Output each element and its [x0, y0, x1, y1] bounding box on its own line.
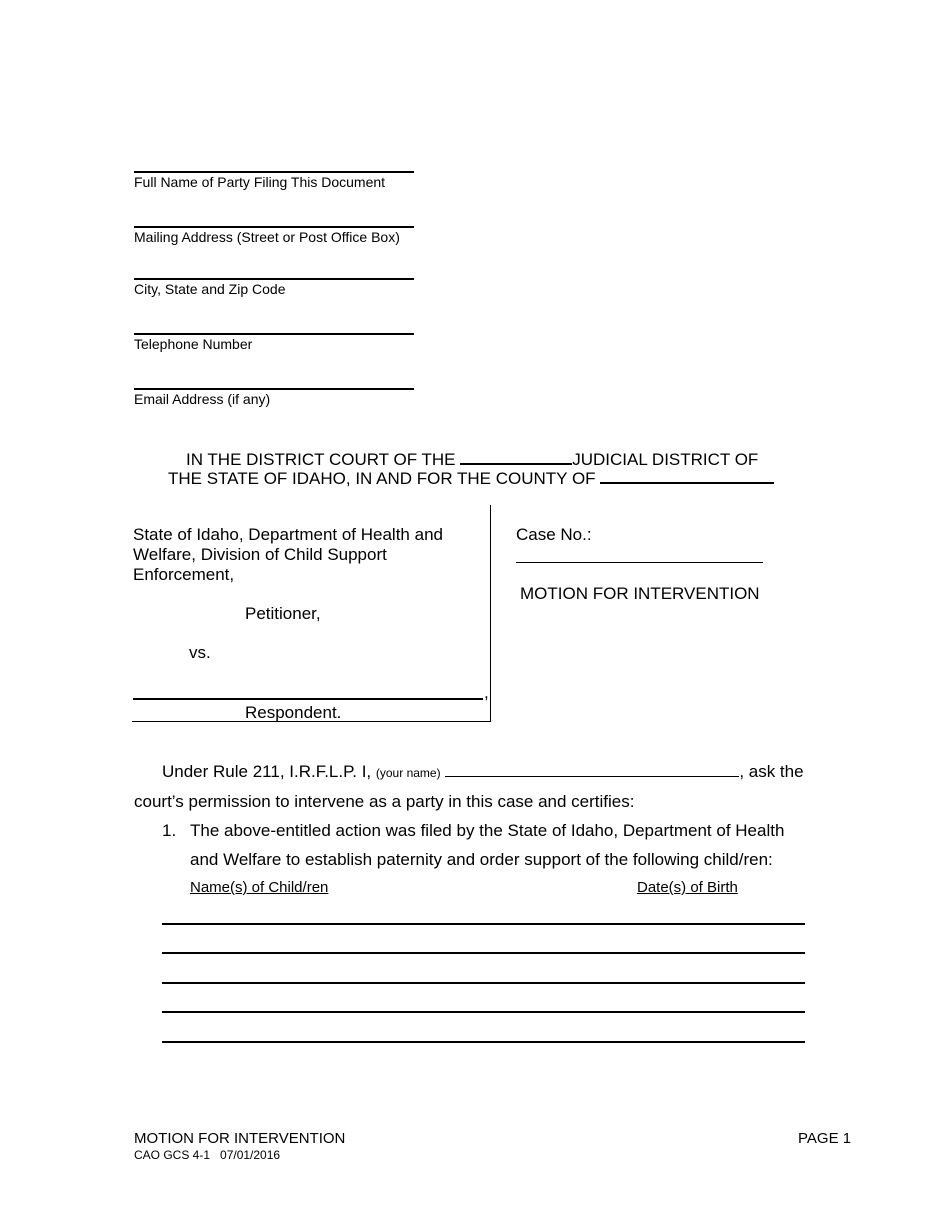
city-state-zip-line[interactable]: [134, 278, 414, 280]
document-title: MOTION FOR INTERVENTION: [520, 584, 760, 603]
caption-vertical-divider: [490, 505, 491, 721]
judicial-district-blank[interactable]: [460, 447, 572, 465]
intro-line1: [162, 762, 804, 782]
item1-line1: The above-entitled action was filed by the State of Idaho, Department of Health: [190, 821, 785, 840]
your-name-blank[interactable]: [445, 762, 739, 777]
full-name-label: Full Name of Party Filing This Document: [134, 174, 386, 190]
child-entry-line[interactable]: [162, 952, 805, 954]
child-entry-line[interactable]: [162, 923, 805, 925]
case-no-label: Case No.:: [516, 525, 592, 544]
telephone-label: Telephone Number: [134, 336, 253, 352]
county-blank[interactable]: [600, 466, 774, 484]
your-name-hint: (your name): [375, 766, 441, 780]
petitioner-name-line2: Welfare, Division of Child Support: [133, 545, 387, 564]
child-entry-line[interactable]: [162, 1041, 805, 1043]
petitioner-name-line3: Enforcement,: [133, 565, 235, 584]
dob-column-header: Date(s) of Birth: [637, 879, 738, 896]
footer-page-number: PAGE 1: [798, 1130, 852, 1147]
full-name-line[interactable]: [134, 171, 414, 173]
mailing-address-line[interactable]: [134, 226, 414, 228]
footer-title: MOTION FOR INTERVENTION: [134, 1130, 346, 1147]
email-label: Email Address (if any): [134, 391, 271, 407]
respondent-name-line[interactable]: [133, 698, 483, 700]
intro-line2: court’s permission to intervene as a party in this case and certifies:: [134, 792, 635, 811]
petitioner-name-line1: State of Idaho, Department of Health and: [133, 525, 443, 544]
city-state-zip-label: City, State and Zip Code: [134, 281, 286, 297]
child-entry-line[interactable]: [162, 982, 805, 984]
children-column-header: Name(s) of Child/ren: [190, 879, 329, 896]
respondent-label: Respondent.: [245, 703, 342, 722]
court-heading-line1-start: IN THE DISTRICT COURT OF THE: [186, 450, 456, 469]
mailing-address-label: Mailing Address (Street or Post Office Box): [134, 229, 400, 245]
email-line[interactable]: [134, 388, 414, 390]
item1-line2: and Welfare to establish paternity and order support of the following child/ren:: [190, 850, 773, 869]
court-heading-line2: [168, 466, 774, 489]
footer-form-code: CAO GCS 4-1 07/01/2016: [134, 1148, 281, 1162]
child-entry-line[interactable]: [162, 1011, 805, 1013]
item1-number: 1.: [162, 821, 177, 840]
telephone-line[interactable]: [134, 333, 414, 335]
vs-label: vs.: [189, 643, 211, 662]
case-no-line[interactable]: [516, 562, 763, 563]
court-heading-line1-end: JUDICIAL DISTRICT OF: [572, 450, 759, 469]
intro-start: Under Rule 211, I.R.F.L.P. I,: [162, 762, 372, 781]
respondent-comma: ,: [484, 683, 489, 702]
intro-end: , ask the: [739, 762, 804, 781]
court-heading-line2-text: THE STATE OF IDAHO, IN AND FOR THE COUNTY OF: [168, 469, 596, 488]
petitioner-label: Petitioner,: [245, 604, 321, 623]
